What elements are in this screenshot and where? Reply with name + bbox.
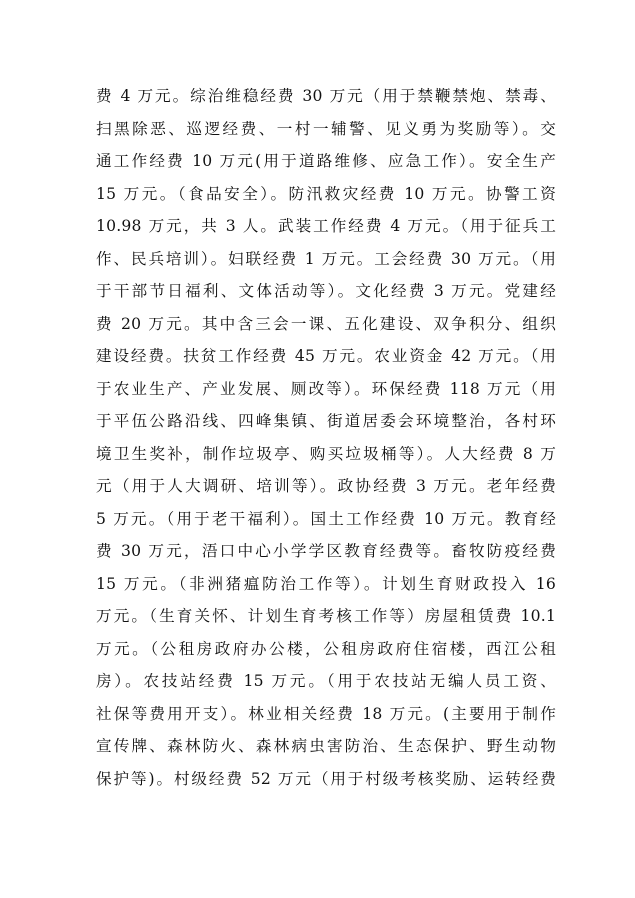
body-text: [96, 80, 556, 795]
text-line: 10.98 万元，共 3 人。武装工作经费 4 万元。（用于征兵工: [96, 217, 556, 235]
text-line: 建设经费。扶贫工作经费 45 万元。农业资金 42 万元。（用: [96, 347, 556, 365]
text-line: 万元。（公租房政府办公楼，公租房政府住宿楼，西江公租: [96, 639, 556, 658]
text-line: 费 4 万元。综治维稳经费 30 万元（用于禁鞭禁炮、禁毒、: [96, 87, 556, 105]
text-line: 社保等费用开支）。林业相关经费 18 万元。(主要用于制作: [96, 704, 556, 723]
text-line: 5 万元。（用于老干福利）。国土工作经费 10 万元。教育经: [96, 509, 556, 528]
text-line: 15 万元。（非洲猪瘟防治工作等）。计划生育财政投入 16: [96, 574, 556, 593]
text-line: 费 30 万元，浯口中心小学学区教育经费等。畜牧防疫经费: [96, 542, 556, 560]
text-line: 15 万元。（食品安全）。防汛救灾经费 10 万元。协警工资: [96, 184, 556, 203]
text-line: 境卫生奖补，制作垃圾亭、购买垃圾桶等）。人大经费 8 万: [96, 444, 556, 463]
text-line: 作、民兵培训）。妇联经费 1 万元。工会经费 30 万元。（用: [96, 249, 556, 268]
text-line: 保护等)。村级经费 52 万元（用于村级考核奖励、运转经费: [96, 769, 556, 788]
text-line: 万元。（生育关怀、计划生育考核工作等）房屋租赁费 10.1: [96, 607, 556, 625]
text-line: 于平伍公路沿线、四峰集镇、街道居委会环境整治，各村环: [96, 412, 556, 430]
text-line: 宣传牌、森林防火、森林病虫害防治、生态保护、野生动物: [96, 737, 556, 755]
text-line: 元（用于人大调研、培训等）。政协经费 3 万元。老年经费: [96, 477, 556, 495]
text-line: 于干部节日福利、文体活动等）。文化经费 3 万元。党建经: [96, 282, 556, 300]
text-line: 于农业生产、产业发展、厕改等）。环保经费 118 万元（用: [96, 379, 556, 398]
text-line: 通工作经费 10 万元(用于道路维修、应急工作）。安全生产: [96, 152, 556, 170]
text-line: 费 20 万元。其中含三会一课、五化建设、双争积分、组织: [96, 314, 556, 333]
text-line: 房）。农技站经费 15 万元。（用于农技站无编人员工资、: [96, 672, 556, 690]
text-line: 扫黑除恶、巡逻经费、一村一辅警、见义勇为奖励等）。交: [96, 119, 556, 138]
